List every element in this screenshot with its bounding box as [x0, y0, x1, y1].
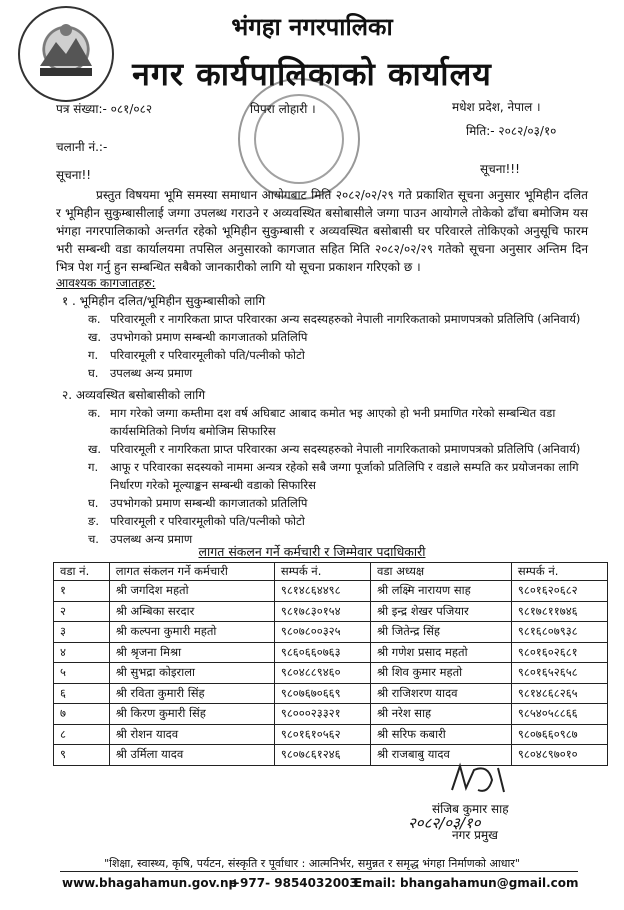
table-row [54, 622, 608, 643]
handwritten-signature [448, 760, 508, 800]
col-header-chair-contact: सम्पर्क नं. [511, 563, 607, 581]
table-row [54, 683, 608, 704]
table-row [54, 663, 608, 684]
cell-chair-contact: ९८१७८११७४६ [511, 601, 607, 622]
table-row [54, 581, 608, 602]
cell-chair-contact: ९८०७६६०९८७ [511, 724, 607, 745]
list-item: च. उपलब्ध अन्य प्रमाण [88, 532, 193, 546]
letter-number: पत्र संख्या:- ०८१/०८२ [56, 102, 153, 116]
cell-chair-contact: ९८१४८६८२६५ [511, 683, 607, 704]
list-item: ग. आफू र परिवारका सदस्यको नाममा अन्यत्र रहेको सबै जग्गा पूर्जाको प्रतिलिपि र वडाले सम्पति कर प्रयोजनका लागि निर्धारण गरेको मूल्याङ्कन सम्बन्धी वडाको सिफारिस [88, 460, 579, 492]
cell-staff-contact: ९८१४८६४४९८ [274, 581, 370, 602]
signatory-designation: नगर प्रमुख [452, 828, 498, 842]
cell-staff-contact: ९८०१६१०५६२ [274, 724, 370, 745]
footer-website[interactable]: www.bhagahamun.gov.np [62, 876, 238, 890]
section-2-title: २. अव्यवस्थित बसोबासीको लागि [62, 388, 206, 402]
cell-chair: श्री सरिफ कबारी [370, 724, 511, 745]
list-item: क. माग गरेको जग्गा कम्तीमा दश वर्ष अघिबाट आबाद कमोत भइ आएको हो भनी प्रमाणित गरेको सम्बन्धित वडा कार्यसमितिको निर्णय बमोजिम सिफारिस [88, 406, 556, 438]
place: पिपरा लोहारी । [250, 102, 316, 116]
cell-ward: ९ [54, 745, 110, 766]
cell-staff: श्री उर्मिला यादव [109, 745, 274, 766]
cell-staff-contact: ९८१७८३०१५४ [274, 601, 370, 622]
list-item: ख. परिवारमूली र नागरिकता प्राप्त परिवारका अन्य सदस्यहरुको नेपाली नागरिकताको प्रमाणपत्रको प्रतिलिपि (अनिवार्य) [88, 442, 581, 456]
footer-motto: "शिक्षा, स्वास्थ्य, कृषि, पर्यटन, संस्कृति र पूर्वाधार : आत्मनिर्भर, समुन्नत र समृद्ध भंगहा निर्माणको आधार" [104, 857, 520, 870]
cell-staff-contact: ९८०००२३३२१ [274, 704, 370, 725]
cell-staff: श्री जगदिश महतो [109, 581, 274, 602]
table-row [54, 745, 608, 766]
cell-staff-contact: ९८०७८००३२५ [274, 622, 370, 643]
section-2-list [88, 404, 592, 548]
footer-email[interactable]: Email: bhangahamun@gmail.com [354, 876, 579, 890]
cell-chair: श्री इन्द्र शेखर पजियार [370, 601, 511, 622]
official-seal [238, 78, 360, 200]
cell-ward: ७ [54, 704, 110, 725]
footer-divider [60, 871, 578, 872]
notice-label-right: सूचना!!! [480, 162, 520, 176]
cell-staff: श्री कल्पना कुमारी महतो [109, 622, 274, 643]
cell-staff-contact: ९८६०६६०७६३ [274, 642, 370, 663]
cell-staff-contact: ९८०७६७०६६९ [274, 683, 370, 704]
handwritten-date: २०८२/०३/१० [408, 814, 481, 832]
cell-ward: ३ [54, 622, 110, 643]
section-1-list [88, 310, 608, 382]
col-header-ward: वडा नं. [54, 563, 110, 581]
cell-ward: २ [54, 601, 110, 622]
table-row [54, 601, 608, 622]
municipality-title: भंगहा नगरपालिका [231, 13, 393, 41]
table-row [54, 704, 608, 725]
signatory-name: संजिब कुमार साह [432, 802, 509, 816]
table-header-row [54, 563, 608, 581]
list-item: ङ. परिवारमूली र परिवारमूलीको पति/पत्नीको फोटो [88, 514, 305, 528]
col-header-staff: लागत संकलन गर्ने कर्मचारी [109, 563, 274, 581]
cell-chair-contact: ९८०१६२०६८२ [511, 581, 607, 602]
table-row [54, 724, 608, 745]
office-title: नगर कार्यपालिकाको कार्यालय [132, 55, 492, 93]
table-caption: लागत संकलन गर्ने कर्मचारी र जिम्मेवार पदाधिकारी [198, 544, 426, 559]
cell-staff-contact: ९८०४८८९४६० [274, 663, 370, 684]
cell-staff-contact: ९८०७८६१२४६ [274, 745, 370, 766]
cell-ward: १ [54, 581, 110, 602]
col-header-staff-contact: सम्पर्क नं. [274, 563, 370, 581]
cell-ward: ८ [54, 724, 110, 745]
cell-chair: श्री राजिशरण यादव [370, 683, 511, 704]
col-header-chair: वडा अध्यक्ष [370, 563, 511, 581]
cell-staff: श्री रोशन यादव [109, 724, 274, 745]
list-item: क. परिवारमूली र नागरिकता प्राप्त परिवारका अन्य सदस्यहरुको नेपाली नागरिकताको प्रमाणपत्रको प्रतिलिपि (अनिवार्य) [88, 312, 581, 326]
cell-chair-contact: ९८०१६५२६५८ [511, 663, 607, 684]
list-item: घ. उपलब्ध अन्य प्रमाण [88, 366, 193, 380]
cell-chair-contact: ९८०४८९७०१० [511, 745, 607, 766]
cell-chair: श्री शिव कुमार महतो [370, 663, 511, 684]
cell-chair-contact: ९८०१६०२६८१ [511, 642, 607, 663]
cell-staff: श्री सुभद्रा कोइराला [109, 663, 274, 684]
list-item: ख. उपभोगको प्रमाण सम्बन्धी कागजातको प्रतिलिपि [88, 330, 308, 344]
dispatch-number: चलानी नं.:- [56, 140, 108, 154]
cell-ward: ४ [54, 642, 110, 663]
cell-chair-contact: ९८१६८०७९३८ [511, 622, 607, 643]
cell-chair: श्री गणेश प्रसाद महतो [370, 642, 511, 663]
cell-staff: श्री रविता कुमारी सिंह [109, 683, 274, 704]
cell-chair-contact: ९८५४०५८८६६ [511, 704, 607, 725]
list-item: घ. उपभोगको प्रमाण सम्बन्धी कागजातको प्रतिलिपि [88, 496, 308, 510]
notice-body: प्रस्तुत विषयमा भूमि समस्या समाधान आयोगबाट मिति २०८२/०२/२९ गते प्रकाशित सूचना अनुसार भूमिहीन दलित र भूमिहीन सुकुम्बासीलाई जग्गा उपलब्ध गराउने र अव्यवस्थित बसोबासीले जग्गा पाउन आयोगले तोकेको ढाँचा बमोजिम यस भंगहा नगरपालिकाको अन्तर्गत रहेको भूमिहीन सुकुम्बासी र अव्यवस्थित बसोबासी घर परिवारले तोकिएको अनुसूचि फारम भरी सम्बन्धी वडा कार्यालयमा तपसिल अनुसारको कागजात सहित मिति २०८२/०२/२९ गतेको सूचना अनुसार अन्तिम दिन भित्र पेश गर्नु हुन सम्बन्धित सबैको जानकारीको लागि यो सूचना प्रकाशन गरिएको छ । [56, 188, 588, 274]
notice-label-left: सूचना!! [56, 168, 92, 182]
cell-staff: श्री किरण कुमारी सिंह [109, 704, 274, 725]
cell-chair: श्री जितेन्द्र सिंह [370, 622, 511, 643]
footer-phone: +977- 9854032003 [230, 876, 358, 890]
province: मधेश प्रदेश, नेपाल । [452, 100, 541, 114]
list-item: ग. परिवारमूली र परिवारमूलीको पति/पत्नीको फोटो [88, 348, 305, 362]
date: मिति:- २०८२/०३/१० [466, 124, 557, 138]
cell-ward: ५ [54, 663, 110, 684]
responsibility-table [53, 562, 608, 766]
table-row [54, 642, 608, 663]
cell-staff: श्री अम्बिका सरदार [109, 601, 274, 622]
cell-staff: श्री श्रृजना मिश्रा [109, 642, 274, 663]
requirements-heading: आवश्यक कागजातहरु: [56, 276, 156, 290]
cell-chair: श्री लक्ष्मि नारायण साह [370, 581, 511, 602]
cell-chair: श्री नरेश साह [370, 704, 511, 725]
cell-ward: ६ [54, 683, 110, 704]
cell-chair: श्री राजबाबु यादव [370, 745, 511, 766]
section-1-title: १ . भूमिहीन दलित/भूमिहीन सुकुम्बासीको लागि [62, 294, 266, 308]
